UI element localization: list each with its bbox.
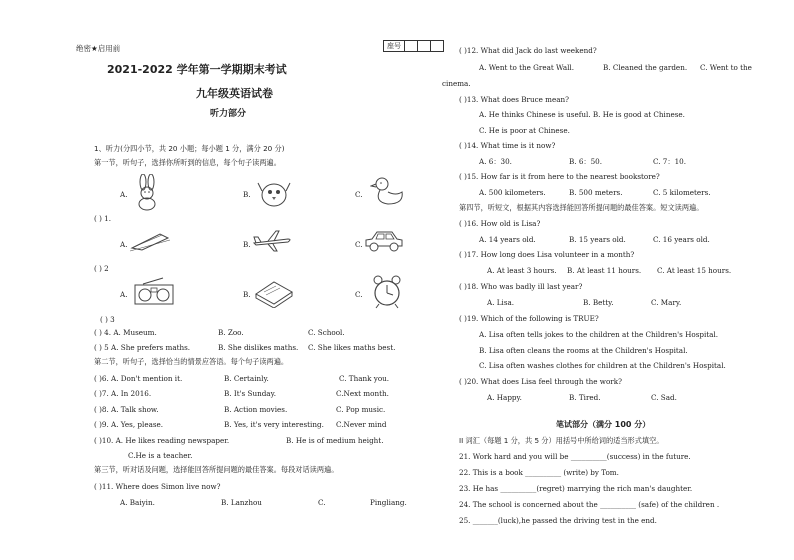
duck-icon bbox=[370, 174, 406, 208]
section-title: 听力部分 bbox=[210, 109, 247, 119]
option-a-label: A. bbox=[120, 290, 128, 299]
q8-option-b: B. Action movies. bbox=[224, 405, 288, 414]
q18-option-a: A. Lisa. bbox=[487, 298, 515, 307]
plane-icon bbox=[252, 229, 292, 253]
q16-option-a: A. 14 years old. bbox=[479, 235, 536, 244]
q17-option-c: C. At least 15 hours. bbox=[657, 266, 732, 275]
written-part-title: 笔试部分（满分 100 分） bbox=[556, 420, 651, 429]
exam-title: 2021-2022 学年第一学期期末考试 bbox=[107, 63, 287, 76]
q13-option-c: C. He is poor at Chinese. bbox=[479, 126, 570, 135]
question-20: ( )20. What does Lisa feel through the work? bbox=[459, 377, 622, 386]
question-15: ( )15. How far is it from here to the nearest bookstore? bbox=[459, 172, 660, 181]
secret-mark: 绝密★启用前 bbox=[76, 44, 121, 53]
q7-option-b: B. It's Sunday. bbox=[224, 389, 276, 398]
book-icon bbox=[252, 278, 294, 308]
seat-cell[interactable] bbox=[431, 41, 443, 51]
part2-instruction: 第二节，听句子，选择恰当的情景应答语。每个句子读两遍。 bbox=[94, 357, 289, 366]
q15-option-b: B. 500 meters. bbox=[569, 188, 623, 197]
option-c-label: C. bbox=[355, 240, 363, 249]
q5-option-b: B. She dislikes maths. bbox=[218, 343, 299, 352]
question-18: ( )18. Who was badly ill last year? bbox=[459, 282, 583, 291]
question-12: ( )12. What did Jack do last weekend? bbox=[459, 46, 597, 55]
q5-option-c: C. She likes maths best. bbox=[308, 343, 396, 352]
q14-option-c: C. 7：10. bbox=[653, 157, 687, 166]
q12-option-c-cont: cinema. bbox=[442, 79, 471, 88]
seat-number-box bbox=[383, 40, 444, 52]
question-17: ( )17. How long does Lisa volunteer in a month? bbox=[459, 250, 635, 259]
q8-option-c: C. Pop music. bbox=[336, 405, 386, 414]
question-3: ( ) 3 bbox=[100, 315, 115, 324]
q4-option-b: B. Zoo. bbox=[218, 328, 244, 337]
seat-cell[interactable] bbox=[405, 41, 418, 51]
q19-option-a: A. Lisa often tells jokes to the children at the Children's Hospital. bbox=[479, 330, 719, 339]
seat-cell[interactable] bbox=[418, 41, 431, 51]
listening-intro: 1、听力(分四小节，共 20 小题；每小题 1 分，满分 20 分) bbox=[94, 144, 285, 153]
option-c-label: C. bbox=[355, 290, 363, 299]
alarm-clock-icon bbox=[370, 274, 404, 310]
q20-option-b: B. Tired. bbox=[569, 393, 601, 402]
question-1: ( ) 1. bbox=[94, 214, 112, 223]
part1-instruction: 第一节，听句子，选择你所听到的信息，每个句子读两遍。 bbox=[94, 158, 281, 167]
q17-option-b: B. At least 11 hours. bbox=[567, 266, 642, 275]
q15-option-a: A. 500 kilometers. bbox=[479, 188, 546, 197]
part4-instruction: 第四节，听短文，根据其内容选择能回答所提问题的最佳答案。短文读两遍。 bbox=[459, 203, 704, 212]
q20-option-a: A. Happy. bbox=[487, 393, 522, 402]
question-11: ( )11. Where does Simon live now? bbox=[94, 482, 221, 491]
q16-option-c: C. 16 years old. bbox=[653, 235, 710, 244]
q7-option-c: C.Next month. bbox=[336, 389, 389, 398]
q15-option-c: C. 5 kilometers. bbox=[653, 188, 711, 197]
part3-instruction: 第三节，听对话及问题，选择能回答所提问题的最佳答案。每段对话读两遍。 bbox=[94, 465, 339, 474]
question-2: ( ) 2 bbox=[94, 264, 109, 273]
q11-option-c: C. bbox=[318, 498, 326, 507]
q14-option-b: B. 6：50. bbox=[569, 157, 603, 166]
q4-option-c: C. School. bbox=[308, 328, 345, 337]
question-14: ( )14. What time is it now? bbox=[459, 141, 556, 150]
question-10: ( )10. A. He likes reading newspaper. bbox=[94, 436, 230, 445]
q16-option-b: B. 15 years old. bbox=[569, 235, 626, 244]
question-8: ( )8. A. Talk show. bbox=[94, 405, 159, 414]
question-5: ( ) 5 A. She prefers maths. bbox=[94, 343, 191, 352]
vocabulary-instruction: II 词汇（每题 1 分，共 5 分）用括号中所给词的适当形式填空。 bbox=[459, 436, 664, 445]
q12-option-c: C. Went to the bbox=[700, 63, 752, 72]
question-6: ( )6. A. Don't mention it. bbox=[94, 374, 183, 383]
q19-option-b: B. Lisa often cleans the rooms at the Children's Hospital. bbox=[479, 346, 688, 355]
q6-option-b: B. Certainly. bbox=[224, 374, 269, 383]
q10-option-c: C.He is a teacher. bbox=[128, 451, 193, 460]
q12-option-a: A. Went to the Great Wall. bbox=[479, 63, 574, 72]
question-4: ( ) 4. A. Museum. bbox=[94, 328, 157, 337]
question-22: 22. This is a book __________ (write) by Tom. bbox=[459, 468, 619, 477]
q12-option-b: B. Cleaned the garden. bbox=[603, 63, 688, 72]
q14-option-a: A. 6：30. bbox=[479, 157, 512, 166]
q17-option-a: A. At least 3 hours. bbox=[487, 266, 557, 275]
train-icon bbox=[130, 228, 170, 252]
question-7: ( )7. A. In 2016. bbox=[94, 389, 152, 398]
seat-label: 座号 bbox=[384, 41, 405, 51]
bird-icon bbox=[256, 177, 292, 211]
q10-option-b: B. He is of medium height. bbox=[286, 436, 384, 445]
q6-option-c: C. Thank you. bbox=[339, 374, 390, 383]
q9-option-b: B. Yes, it's very interesting. bbox=[224, 420, 324, 429]
q18-option-b: B. Betty. bbox=[583, 298, 614, 307]
q9-option-c: C.Never mind bbox=[336, 420, 387, 429]
q11-option-a: A. Baiyin. bbox=[120, 498, 155, 507]
question-13: ( )13. What does Bruce mean? bbox=[459, 95, 569, 104]
option-c-label: C. bbox=[355, 190, 363, 199]
question-24: 24. The school is concerned about the __________ (safe) of the children . bbox=[459, 500, 720, 509]
question-21: 21. Work hard and you will be __________(success) in the future. bbox=[459, 452, 691, 461]
option-b-label: B. bbox=[243, 290, 251, 299]
radio-icon bbox=[133, 276, 175, 306]
q11-option-b: B. Lanzhou bbox=[221, 498, 262, 507]
question-25: 25. _______(luck),he passed the driving test in the end. bbox=[459, 516, 657, 525]
option-b-label: B. bbox=[243, 240, 251, 249]
q11-option-c-text: Pingliang. bbox=[370, 498, 407, 507]
car-icon bbox=[364, 228, 404, 254]
paper-title: 九年级英语试卷 bbox=[196, 87, 273, 100]
option-a-label: A. bbox=[120, 240, 128, 249]
question-9: ( )9. A. Yes, please. bbox=[94, 420, 164, 429]
rabbit-icon bbox=[132, 174, 162, 212]
option-a-label: A. bbox=[120, 190, 128, 199]
question-16: ( )16. How old is Lisa? bbox=[459, 219, 541, 228]
q13-option-ab: A. He thinks Chinese is useful. B. He is good at Chinese. bbox=[479, 110, 685, 119]
question-19: ( )19. Which of the following is TRUE? bbox=[459, 314, 599, 323]
q19-option-c: C. Lisa often washes clothes for children at the Children's Hospital. bbox=[479, 361, 726, 370]
q20-option-c: C. Sad. bbox=[651, 393, 677, 402]
question-23: 23. He has __________(regret) marrying the rich man's daughter. bbox=[459, 484, 693, 493]
q18-option-c: C. Mary. bbox=[651, 298, 682, 307]
option-b-label: B. bbox=[243, 190, 251, 199]
